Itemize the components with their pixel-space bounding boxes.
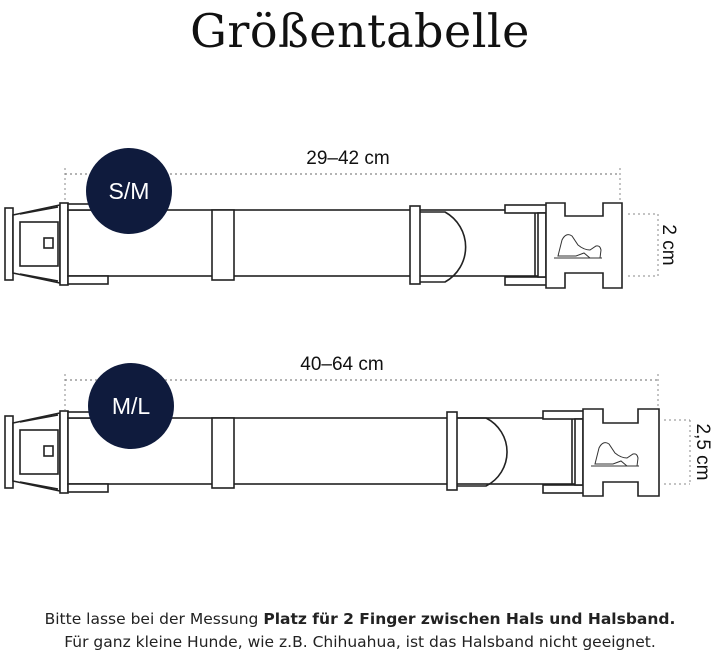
note-regular: Bitte lasse bei der Messung <box>44 610 264 628</box>
width-label-ml: 2,5 cm <box>692 423 713 481</box>
collar-ml <box>5 354 713 496</box>
length-label-sm: 29–42 cm <box>306 148 390 169</box>
size-label-sm: S/M <box>108 178 150 204</box>
buckle-icon <box>583 409 659 496</box>
width-label-sm: 2 cm <box>658 224 679 266</box>
buckle-icon <box>5 203 68 285</box>
page-title: Größentabelle <box>190 4 530 58</box>
note-bold: Platz für 2 Finger zwischen Hals und Halsband. <box>263 610 676 628</box>
width-dimension-ml <box>664 420 690 484</box>
collar-sm <box>5 148 679 288</box>
size-badge-ml <box>88 363 174 449</box>
note-line-1 <box>0 610 720 628</box>
size-label-ml: M/L <box>111 393 151 419</box>
buckle-icon <box>5 411 68 493</box>
note-line-2: Für ganz kleine Hunde, wie z.B. Chihuahua, ist das Halsband nicht geeignet. <box>64 633 656 651</box>
size-badge-sm <box>86 148 172 234</box>
buckle-icon <box>546 203 622 288</box>
width-dimension-sm <box>628 214 658 276</box>
length-label-ml: 40–64 cm <box>300 354 384 375</box>
